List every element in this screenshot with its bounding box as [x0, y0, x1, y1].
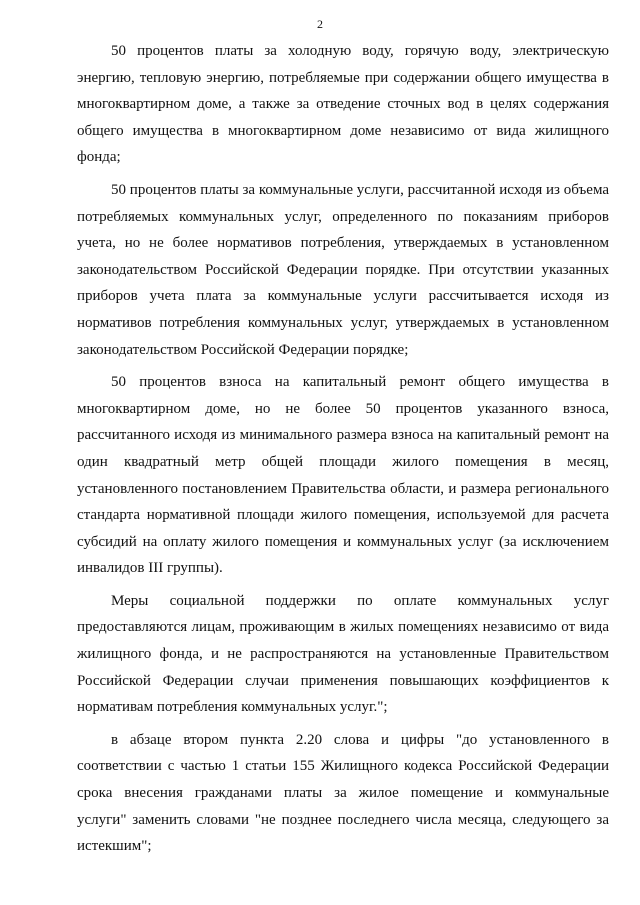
paragraph-utilities-metering: 50 процентов платы за коммунальные услуги, рассчитанной исходя из объема потребляемых коммунальных услуг, определенного по показаниям приборов учета, но не более нормативов потребления, утверждаемых в установленном законодательством Российской Федерации порядке. При отсутствии указанных приборов учета плата за коммунальные услуги рассчитывается исходя из нормативов потребления коммунальных услуг, утверждаемых в установленном законодательством Российской Федерации порядке;: [77, 181, 609, 358]
document-body: [77, 38, 609, 866]
paragraph-utilities-common-property: 50 процентов платы за холодную воду, горячую воду, электрическую энергию, тепловую энергию, потребляемые при содержании общего имущества в многоквартирном доме, а также за отведение сточных вод в целях содержания общего имущества в многоквартирном доме независимо от вида жилищного фонда;: [77, 43, 609, 166]
paragraph-amendment-2-20: в абзаце втором пункта 2.20 слова и цифры "до установленного в соответствии с частью 1 статьи 155 Жилищного кодекса Российской Федерации срока внесения гражданами платы за жилое помещение и коммунальные услуги" заменить словами "не позднее последнего числа месяца, следующего за истекшим";: [77, 731, 609, 855]
page-number: 2: [317, 17, 323, 31]
paragraph-capital-repair-contribution: 50 процентов взноса на капитальный ремонт общего имущества в многоквартирном доме, но не более 50 процентов указанного взноса, рассчитанного исходя из минимального размера взноса на капитальный ремонт на один квадратный метр общей площади жилого помещения в месяц, установленного постановлением Правительства области, и размера регионального стандарта нормативной площади жилого помещения, используемой для расчета субсидий на оплату жилого помещения и коммунальных услуг (за исключением инвалидов III группы).: [77, 374, 609, 577]
paragraph-social-support-measures: Меры социальной поддержки по оплате коммунальных услуг предоставляются лицам, проживающим в жилых помещениях независимо от вида жилищного фонда, и не распространяются на установленные Правительством Российской Федерации случаи применения повышающих коэффициентов к нормативам потребления коммунальных услуг.";: [77, 592, 609, 716]
